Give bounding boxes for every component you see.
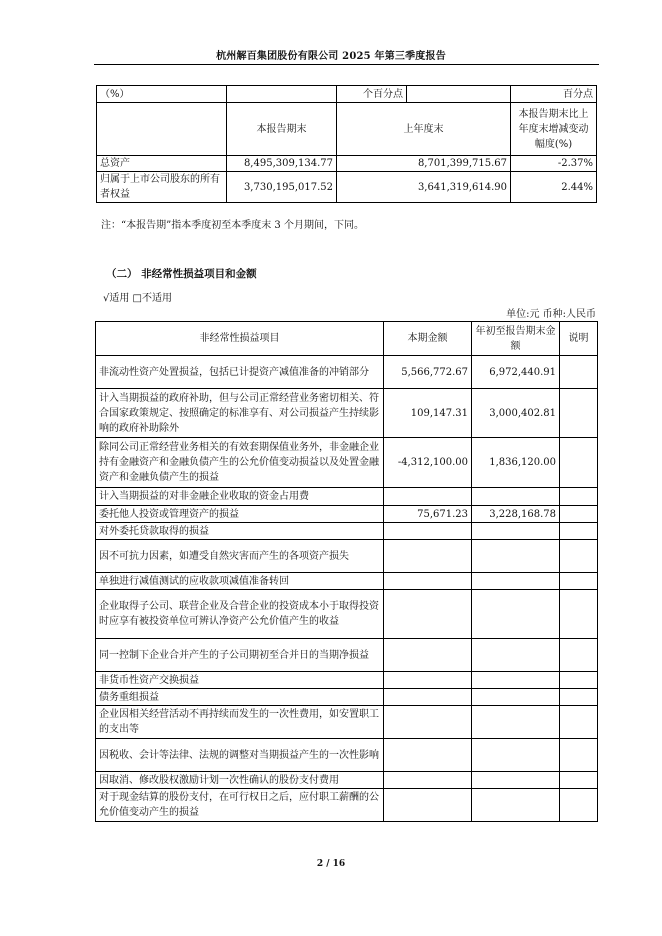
row-current: 3,730,195,017.52	[227, 172, 337, 203]
item-cell: 单独进行减值测试的应收款项减值准备转回	[96, 573, 384, 590]
current-cell	[384, 590, 472, 639]
item-cell: 除同公司正常经营业务相关的有效套期保值业务外，非金融企业持有金融资产和金融负债产生的公允价值变动损益以及处置金融资产和金融负债产生的损益	[96, 438, 384, 488]
table-row	[96, 356, 598, 389]
note-cell	[560, 488, 598, 506]
item-cell: 计入当期损益的政府补助，但与公司正常经营业务密切相关、符合国家政策规定、按照确定的标准享有、对公司损益产生持续影响的政府补助除外	[96, 389, 384, 438]
ytd-cell	[472, 523, 560, 540]
applicability-checkboxes: √适用 □不适用	[103, 293, 172, 304]
current-cell	[384, 488, 472, 506]
item-cell: 企业因相关经营活动不再持续而发生的一次性费用，如安置职工的支出等	[96, 706, 384, 739]
item-header: 非经常性损益项目	[96, 322, 384, 356]
ytd-cell	[472, 488, 560, 506]
ytd-cell	[472, 540, 560, 573]
ytd-cell: 6,972,440.91	[472, 356, 560, 389]
unit-currency-line: 单位:元 币种:人民币	[506, 309, 596, 320]
table-row	[96, 523, 598, 540]
item-cell: 因取消、修改股权激励计划一次性确认的股份支付费用	[96, 772, 384, 789]
note-cell	[560, 389, 598, 438]
col-change-header: 本报告期末比上年度末增减变动幅度(%)	[511, 103, 597, 156]
unit-blank	[227, 86, 337, 103]
current-cell	[384, 739, 472, 772]
table-row	[96, 772, 598, 789]
key-financial-table	[96, 85, 597, 203]
table-row	[96, 590, 598, 639]
note-cell	[560, 689, 598, 706]
table-row	[96, 706, 598, 739]
table-row	[96, 573, 598, 590]
ytd-cell	[472, 689, 560, 706]
row-change: 2.44%	[511, 172, 597, 203]
current-cell: 109,147.31	[384, 389, 472, 438]
note-cell	[560, 540, 598, 573]
item-cell: 同一控制下企业合并产生的子公司期初至合并日的当期净损益	[96, 639, 384, 672]
ytd-cell	[472, 672, 560, 689]
current-cell: 75,671.23	[384, 506, 472, 523]
item-cell: 企业取得子公司、联营企业及合营企业的投资成本小于取得投资时应享有被投资单位可辨认净资产公允价值产生的收益	[96, 590, 384, 639]
footnote: 注：“本报告期”指本季度初至本季度末 3 个月期间，下同。	[101, 220, 364, 231]
current-cell	[384, 639, 472, 672]
note-cell	[560, 523, 598, 540]
current-cell: -4,312,100.00	[384, 438, 472, 488]
non-recurring-items-table	[95, 321, 598, 822]
row-prev: 8,701,399,715.67	[337, 156, 511, 172]
item-cell: 非流动性资产处置损益，包括已计提资产减值准备的冲销部分	[96, 356, 384, 389]
table-row	[96, 488, 598, 506]
row-change: -2.37%	[511, 156, 597, 172]
note-cell	[560, 706, 598, 739]
ytd-cell	[472, 772, 560, 789]
current-cell	[384, 706, 472, 739]
note-cell	[560, 739, 598, 772]
unit-pct: （%）	[97, 86, 227, 103]
table-row	[96, 438, 598, 488]
item-cell: 债务重组损益	[96, 689, 384, 706]
note-cell	[560, 506, 598, 523]
ytd-cell	[472, 590, 560, 639]
ytd-cell	[472, 739, 560, 772]
item-cell: 计入当期损益的对非金融企业收取的资金占用费	[96, 488, 384, 506]
current-cell	[384, 772, 472, 789]
table-row	[96, 540, 598, 573]
ytd-cell	[472, 706, 560, 739]
note-header: 说明	[560, 322, 598, 356]
report-header-title: 杭州解百集团股份有限公司 2025 年第三季度报告	[216, 51, 446, 62]
note-cell	[560, 590, 598, 639]
ytd-cell	[472, 789, 560, 822]
item-cell: 对于现金结算的股份支付，在可行权日之后，应付职工薪酬的公允价值变动产生的损益	[96, 789, 384, 822]
current-cell	[384, 789, 472, 822]
item-cell: 非货币性资产交换损益	[96, 672, 384, 689]
ytd-cell	[472, 639, 560, 672]
note-cell	[560, 438, 598, 488]
current-header: 本期金额	[384, 322, 472, 356]
table-row	[96, 506, 598, 523]
table-row	[97, 156, 597, 172]
table-row	[96, 672, 598, 689]
current-cell	[384, 540, 472, 573]
note-cell	[560, 639, 598, 672]
current-cell	[384, 523, 472, 540]
item-cell: 委托他人投资或管理资产的损益	[96, 506, 384, 523]
header-row	[97, 103, 597, 156]
current-cell	[384, 573, 472, 590]
unit-row	[97, 86, 597, 103]
unit-pp: 个百分点	[337, 86, 407, 103]
note-cell	[560, 573, 598, 590]
table-row	[97, 172, 597, 203]
row-prev: 3,641,319,614.90	[337, 172, 511, 203]
table-row	[96, 389, 598, 438]
table-row	[96, 689, 598, 706]
current-cell: 5,566,772.67	[384, 356, 472, 389]
header-blank	[97, 103, 227, 156]
header-rule	[94, 64, 599, 65]
item-cell: 因不可抗力因素，如遭受自然灾害而产生的各项资产损失	[96, 540, 384, 573]
col-prev-header: 上年度末	[337, 103, 511, 156]
header-row	[96, 322, 598, 356]
current-cell	[384, 689, 472, 706]
section-title: （二） 非经常性损益项目和金额	[106, 268, 257, 280]
row-label: 总资产	[97, 156, 227, 172]
ytd-cell: 1,836,120.00	[472, 438, 560, 488]
col-current-header: 本报告期末	[227, 103, 337, 156]
unit-pp-2: 百分点	[511, 86, 597, 103]
note-cell	[560, 356, 598, 389]
table-row	[96, 789, 598, 822]
item-cell: 对外委托贷款取得的损益	[96, 523, 384, 540]
current-cell	[384, 672, 472, 689]
row-label: 归属于上市公司股东的所有者权益	[97, 172, 227, 203]
note-cell	[560, 789, 598, 822]
table-row	[96, 639, 598, 672]
row-current: 8,495,309,134.77	[227, 156, 337, 172]
note-cell	[560, 672, 598, 689]
ytd-cell: 3,000,402.81	[472, 389, 560, 438]
unit-blank-2	[407, 86, 511, 103]
ytd-cell	[472, 573, 560, 590]
ytd-header: 年初至报告期末金额	[472, 322, 560, 356]
item-cell: 因税收、会计等法律、法规的调整对当期损益产生的一次性影响	[96, 739, 384, 772]
page-number: 2 / 16	[316, 859, 346, 869]
table-row	[96, 739, 598, 772]
ytd-cell: 3,228,168.78	[472, 506, 560, 523]
note-cell	[560, 772, 598, 789]
